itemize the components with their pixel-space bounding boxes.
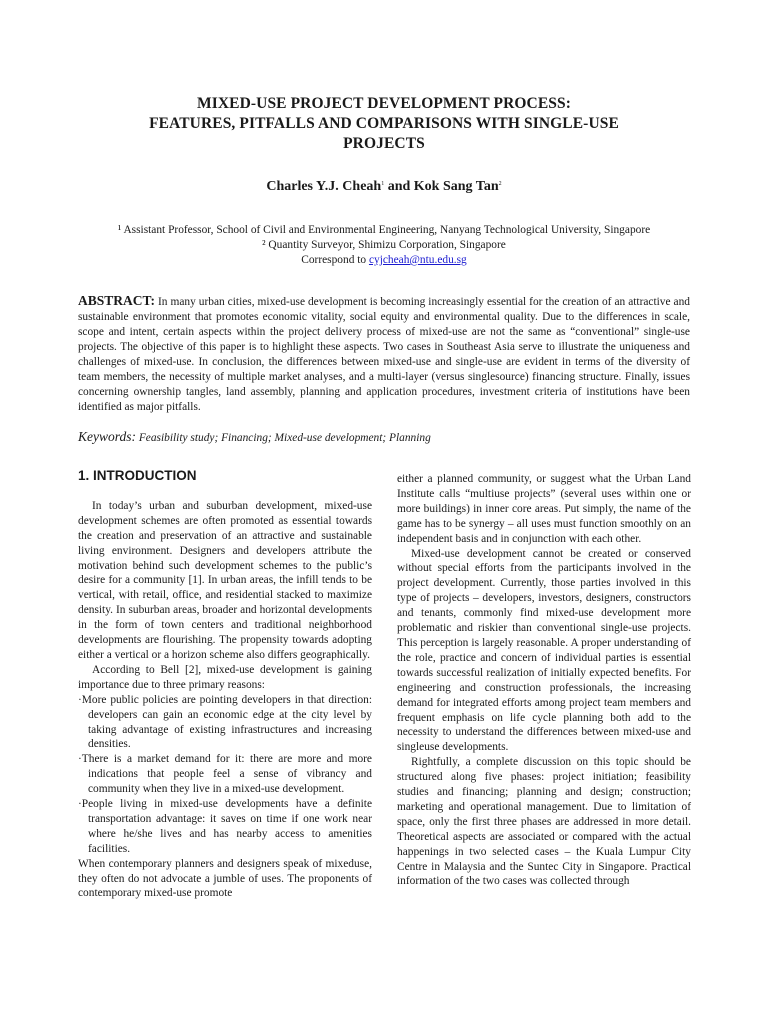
abstract <box>78 293 690 415</box>
bullet-item: ·People living in mixed-use developments have a definite transportation advantage: it saves on time if one work near where he/she lives and has nearby access to amenities facilities. <box>78 798 372 855</box>
body-paragraph: In today’s urban and suburban development, mixed-use development schemes are often promoted as essential towards the creation and preservation of an attractive and sustainable living environment. Designers and developers attribute the motivation behind such development schemes to the public’s desire for a community [1]. In urban areas, the infill tends to be vertical, with retail, office, and residential stacked to maximize density. In suburban areas, broader and horizontal developments in the form of town centers and traditional neighborhood developments are flourishing. The propensity towards adopting either a vertical or a horizon scheme also differs geographically. <box>78 499 372 661</box>
body-paragraph: Mixed-use development cannot be created or conserved without special efforts from the participants involved in the project development. Currently, those parties involved in this type of projects – developers, investors, designers, constructors and tenants, commonly find mixed-use development more problematic and riskier than conventional single-use projects. This perception is largely reasonable. A proper understanding of the role, practice and concern of individual parties is essential towards successful realization of initially expected benefits. For engineering and construction professionals, the increasing demand for integrated efforts among project team members and frequent emphasis on life cycle planning both add to the necessity to understand the differences between mixed-use and singleuse developments. <box>397 547 691 754</box>
keywords <box>78 429 690 445</box>
section-heading: 1. INTRODUCTION <box>78 468 197 483</box>
affiliation-marker: 1 <box>381 181 385 187</box>
affiliations <box>40 223 728 268</box>
author-connector: and <box>384 179 414 194</box>
author-line <box>0 179 768 195</box>
keywords-text: Feasibility study; Financing; Mixed-use development; Planning <box>136 432 431 444</box>
title-line: MIXED-USE PROJECT DEVELOPMENT PROCESS: <box>197 95 571 112</box>
left-column <box>78 469 372 901</box>
bullet-item: ·There is a market demand for it: there are more and more indications that people feel a sense of vibrancy and community when they live in a mixed-use development. <box>78 753 372 796</box>
body-paragraph: According to Bell [2], mixed-use development is gaining importance due to three primary reasons: <box>78 663 372 691</box>
body-paragraph: When contemporary planners and designers speak of mixeduse, they often do not advocate a jumble of uses. The proponents of contemporary mixed-use promote <box>78 857 372 900</box>
author-name: Charles Y.J. Cheah <box>266 179 382 194</box>
bullet-item: ·More public policies are pointing developers in that direction: developers can gain an economic edge at the city level by taking advantage of existing infrastructures and increasing densities. <box>78 693 372 751</box>
right-column <box>397 472 691 889</box>
title-line: FEATURES, PITFALLS AND COMPARISONS WITH SINGLE-USE <box>149 115 619 132</box>
abstract-text: In many urban cities, mixed-use development is becoming increasingly essential for the creation of an attractive and sustainable environment that promotes economic vitality, social equity and environmental quality. Due to the differences in scale, scope and intent, certain aspects within the project delivery process of mixed-use are not the same as “conventional” single-use projects. The objective of this paper is to highlight these aspects. Two cases in Southeast Asia serve to illustrate the uniqueness and challenges of mixed-use. In conclusion, the differences between mixed-use and single-use are evident in terms of the diversity of team members, the necessity of multiple market analyses, and a multi-layer (versus singlesource) financing structure. Finally, issues concerning ownership tangles, land assembly, planning and application procedures, investment criteria of institutions have been identified as major pitfalls. <box>78 296 690 413</box>
affiliation-marker: 2 <box>498 181 502 187</box>
keywords-label: Keywords: <box>78 429 136 444</box>
body-paragraph: Rightfully, a complete discussion on this topic should be structured along five phases: project initiation; feasibility studies and financing; planning and design; construction; marketing and operational management. Due to limitation of space, only the first three phases are addressed in more detail. Theoretical aspects are associated or compared with the actual happenings in two selected cases – the Kuala Lumpur City Centre in Malaysia and the Suntec City in Singapore. Practical information of the two cases was collected through <box>397 756 691 888</box>
abstract-label: ABSTRACT: <box>78 293 156 308</box>
body-paragraph: either a planned community, or suggest what the Urban Land Institute calls “multiuse projects” (several uses within one or more buildings) in inner core areas. Put simply, the name of the game has to be synergy – all uses must function smoothly on an independent basis and in conjunction with each other. <box>397 473 691 545</box>
affiliation-line: ¹ Assistant Professor, School of Civil and Environmental Engineering, Nanyang Technological University, Singapore <box>117 224 651 236</box>
paper-title <box>60 94 708 154</box>
email-link[interactable]: cyjcheah@ntu.edu.sg <box>368 254 467 266</box>
author-name: Kok Sang Tan <box>413 179 499 194</box>
affiliation-line: ² Quantity Surveyor, Shimizu Corporation, Singapore <box>262 239 506 251</box>
correspond-label: Correspond to <box>301 254 369 266</box>
correspondence-line <box>40 253 728 268</box>
title-line: PROJECTS <box>343 135 425 152</box>
